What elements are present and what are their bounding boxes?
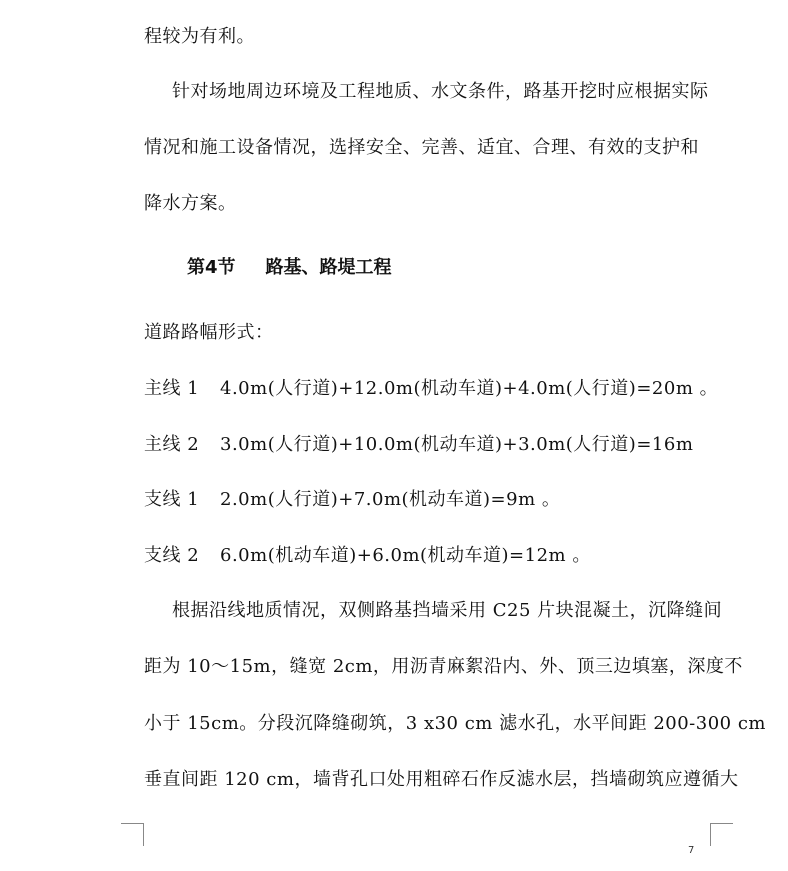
paragraph-line: 距为 10～15m，缝宽 2cm，用沥青麻絮沿内、外、顶三边填塞，深度不 (144, 656, 743, 677)
road-label: 主线 1 (144, 378, 200, 399)
road-spec-row (144, 544, 591, 568)
paragraph-line: 针对场地周边环境及工程地质、水文条件，路基开挖时应根据实际 (172, 81, 709, 102)
paragraph-line: 小于 15cm。分段沉降缝砌筑，3 x30 cm 滤水孔，水平间距 200-300 cm (144, 713, 766, 734)
paragraph-line: 降水方案。 (144, 193, 237, 214)
road-label: 支线 2 (144, 545, 200, 566)
road-spec: 3.0m(人行道)+10.0m(机动车道)+3.0m(人行道)=16m (220, 434, 694, 455)
road-intro: 道路路幅形式： (144, 322, 274, 343)
margin-corner-mark-right (710, 823, 733, 846)
section-title: 路基、路堤工程 (265, 257, 392, 278)
paragraph-line: 情况和施工设备情况，选择安全、完善、适宜、合理、有效的支护和 (144, 137, 699, 158)
paragraph-line: 程较为有利。 (144, 26, 255, 47)
road-spec-row (144, 488, 560, 512)
page-number: 7 (688, 845, 695, 856)
section-heading (187, 256, 392, 280)
road-spec: 6.0m(机动车道)+6.0m(机动车道)=12m 。 (220, 545, 591, 566)
road-label: 主线 2 (144, 434, 200, 455)
road-spec-row (144, 433, 693, 457)
paragraph-line: 根据沿线地质情况，双侧路基挡墙采用 C25 片块混凝土，沉降缝间 (172, 600, 723, 621)
paragraph-line: 垂直间距 120 cm，墙背孔口处用粗碎石作反滤水层，挡墙砌筑应遵循大 (144, 769, 739, 790)
section-number: 第4节 (187, 257, 236, 278)
road-spec-row (144, 377, 718, 401)
road-label: 支线 1 (144, 489, 200, 510)
road-spec: 4.0m(人行道)+12.0m(机动车道)+4.0m(人行道)=20m 。 (220, 378, 719, 399)
road-spec: 2.0m(人行道)+7.0m(机动车道)=9m 。 (220, 489, 561, 510)
margin-corner-mark-left (121, 823, 144, 846)
